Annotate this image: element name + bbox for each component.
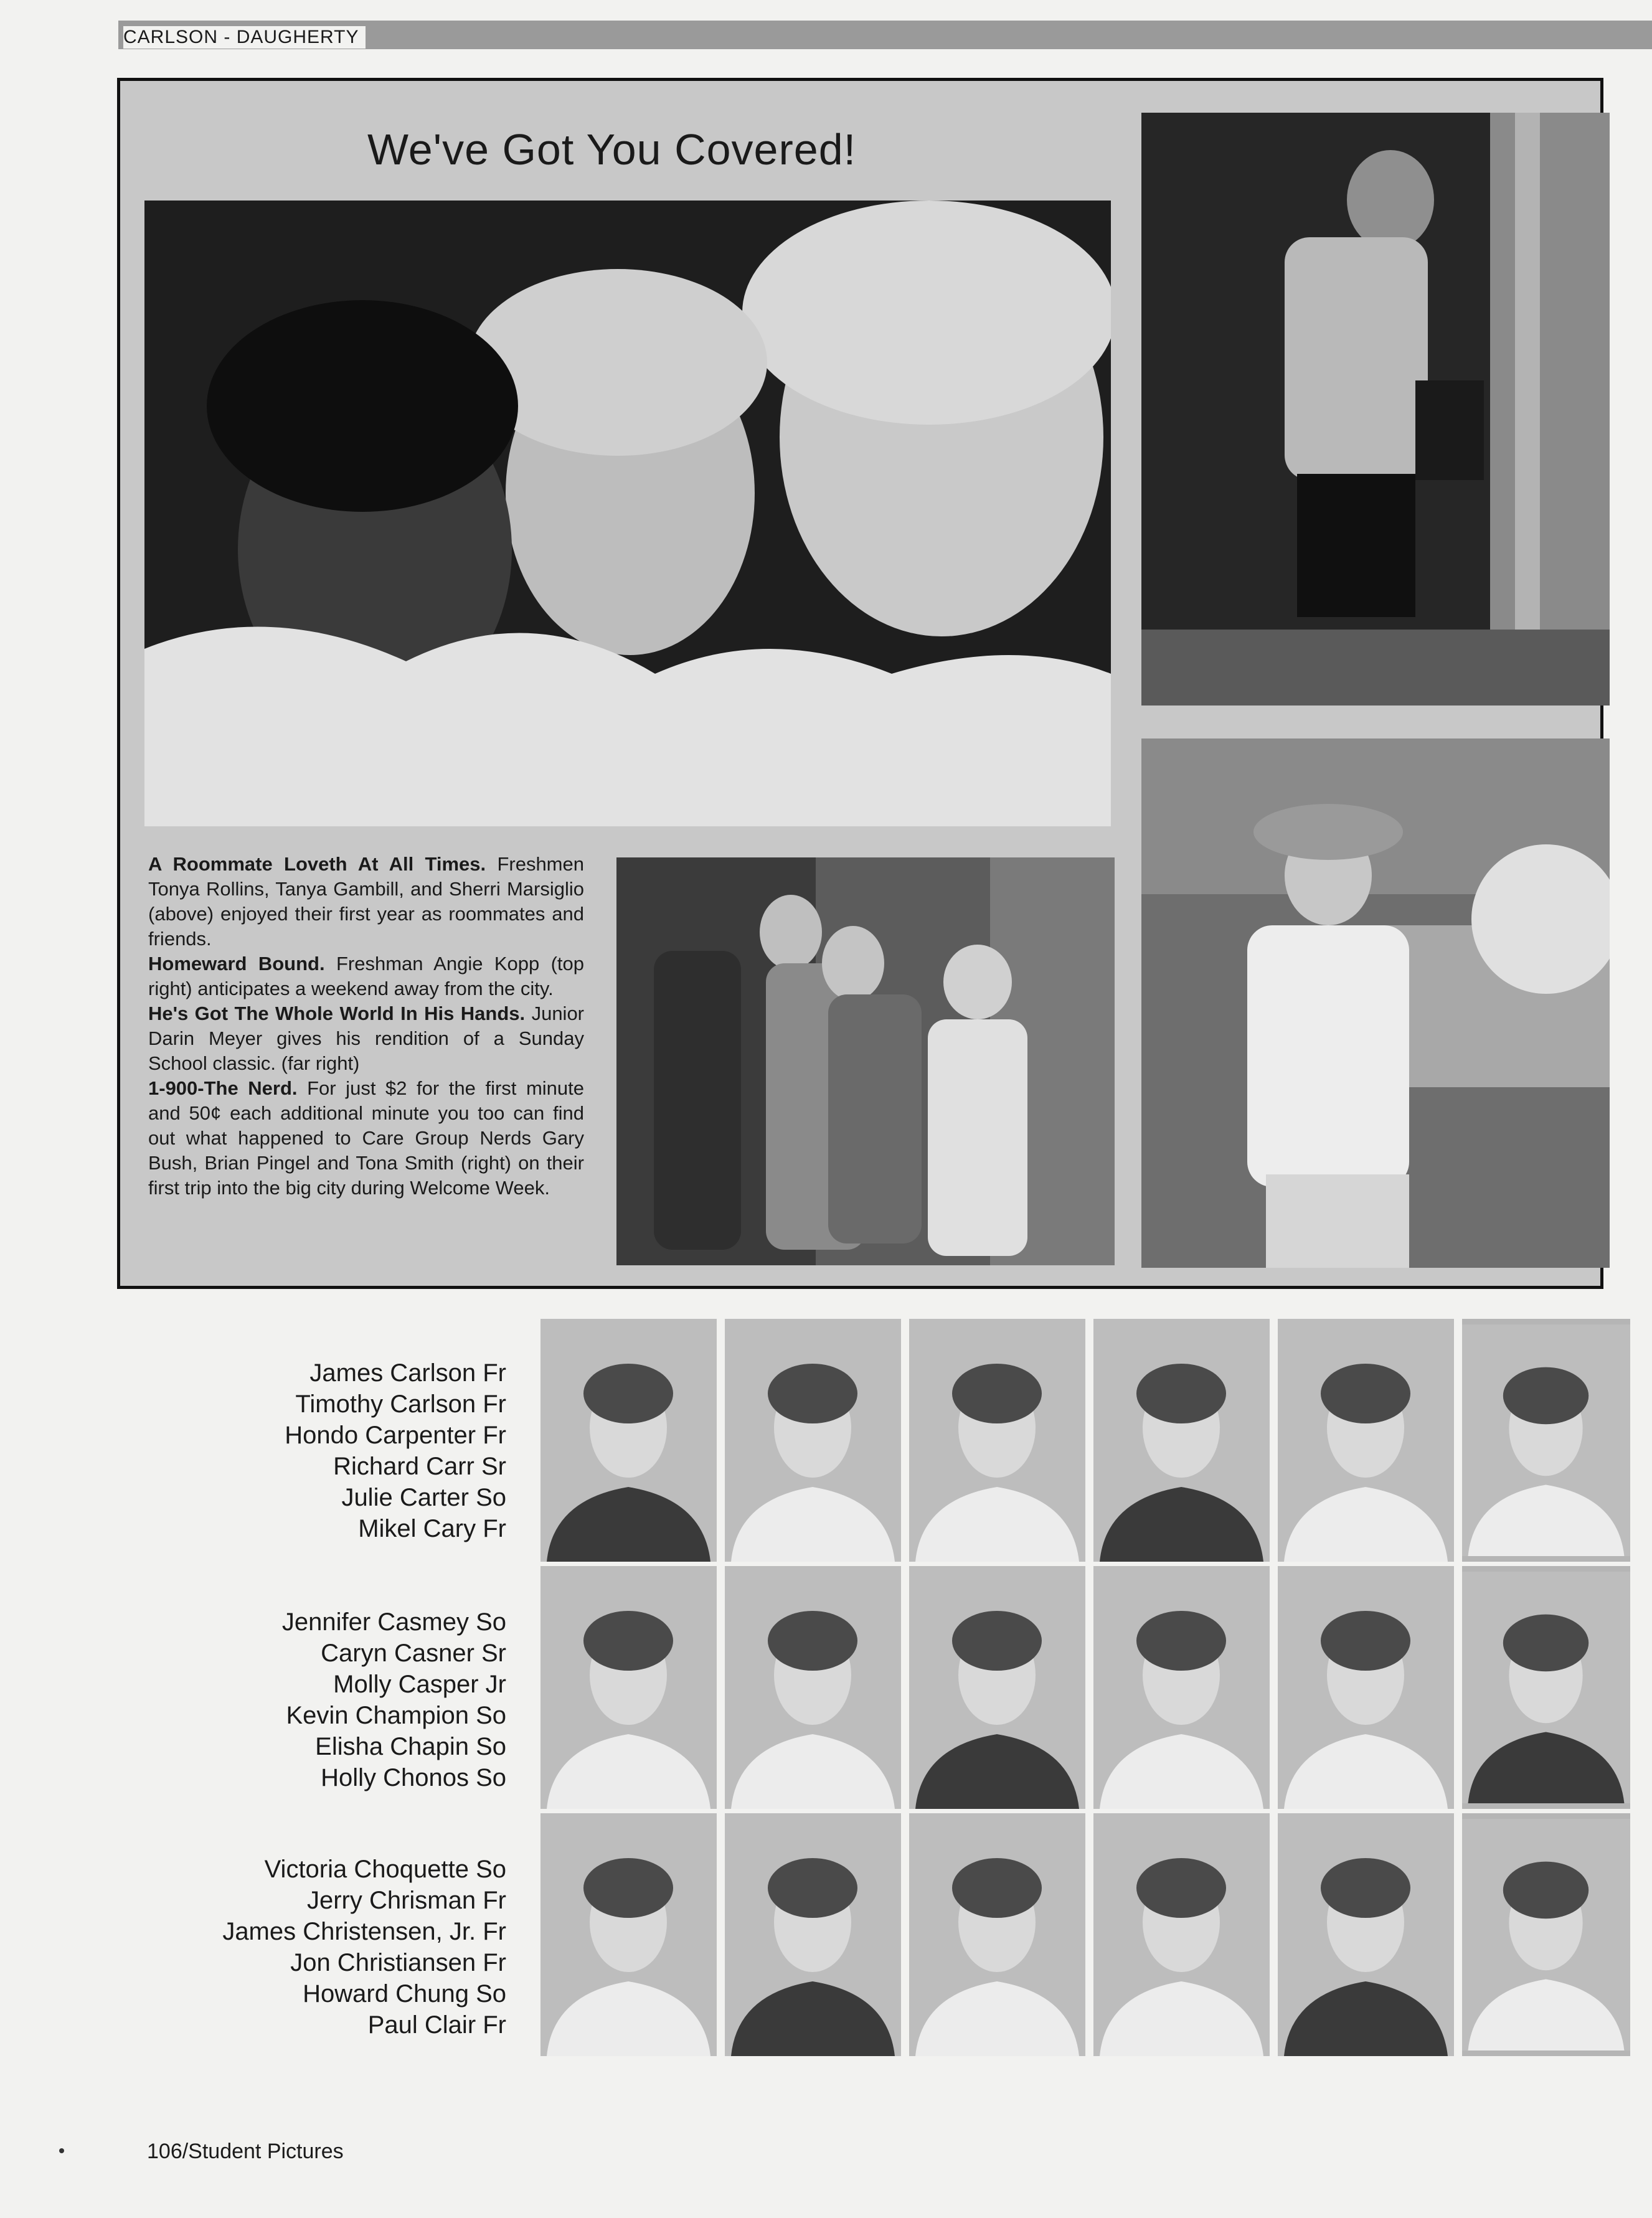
student-portrait bbox=[1278, 1319, 1454, 1562]
portrait-row-2 bbox=[540, 1566, 1652, 1809]
student-name: Holly Chonos So bbox=[321, 1764, 506, 1791]
student-portrait bbox=[1093, 1319, 1270, 1562]
student-name: Julie Carter So bbox=[341, 1484, 506, 1511]
nerds-photo bbox=[616, 857, 1115, 1265]
homeward-bound-photo bbox=[1141, 113, 1610, 706]
student-name: Kevin Champion So bbox=[286, 1702, 506, 1729]
student-name: Howard Chung So bbox=[303, 1980, 506, 2008]
student-portrait bbox=[1462, 1813, 1630, 2056]
student-name: Molly Casper Jr bbox=[333, 1671, 506, 1698]
feature-captions bbox=[148, 852, 584, 1201]
student-name: Timothy Carlson Fr bbox=[295, 1390, 506, 1418]
student-name: Mikel Cary Fr bbox=[358, 1515, 506, 1542]
caption-headline: Homeward Bound. bbox=[148, 953, 325, 975]
student-name: Richard Carr Sr bbox=[333, 1453, 506, 1480]
student-name: James Christensen, Jr. Fr bbox=[222, 1918, 506, 1945]
globe-photo bbox=[1141, 739, 1610, 1268]
student-portrait bbox=[725, 1813, 901, 2056]
portrait-row-3 bbox=[540, 1813, 1652, 2056]
caption-body: Freshmen Tonya Rollins, Tanya Gambill, and Sherri Marsiglio (above) enjoyed their first year as roommates and friends. bbox=[148, 853, 584, 950]
portrait-row-1 bbox=[540, 1319, 1652, 1562]
caption-roommates bbox=[148, 852, 584, 951]
roommates-photo bbox=[144, 201, 1111, 826]
student-portrait bbox=[540, 1566, 717, 1809]
student-name: James Carlson Fr bbox=[309, 1359, 506, 1387]
caption-nerd bbox=[148, 1076, 584, 1201]
section-range-header: CARLSON - DAUGHERTY bbox=[123, 26, 366, 49]
student-name: Jerry Chrisman Fr bbox=[306, 1887, 506, 1914]
caption-headline: 1-900-The Nerd. bbox=[148, 1077, 298, 1099]
name-list-row-2 bbox=[70, 1607, 506, 1793]
student-portrait bbox=[1093, 1566, 1270, 1809]
student-portrait bbox=[725, 1566, 901, 1809]
student-name: Caryn Casner Sr bbox=[321, 1640, 506, 1667]
page-footer: 106/Student Pictures bbox=[147, 2140, 344, 2163]
student-name: Jon Christiansen Fr bbox=[290, 1949, 506, 1976]
caption-headline: He's Got The Whole World In His Hands. bbox=[148, 1003, 526, 1024]
feature-title: We've Got You Covered! bbox=[367, 125, 857, 174]
page-dot bbox=[59, 2148, 64, 2153]
caption-homeward bbox=[148, 951, 584, 1001]
caption-body: For just $2 for the first minute and 50¢ each additional minute you too can find out what happened to Care Group Nerds Gary Bush, Brian Pingel and Tona Smith (right) on their first trip into the big city during Welcome Week. bbox=[148, 1077, 585, 1199]
student-portrait bbox=[1462, 1566, 1630, 1809]
student-name: Elisha Chapin So bbox=[315, 1733, 506, 1760]
caption-body: Freshman Angie Kopp (top right) anticipates a weekend away from the city. bbox=[148, 953, 584, 999]
caption-body: Junior Darin Meyer gives his rendition of a Sunday School classic. (far right) bbox=[148, 1003, 585, 1074]
student-portrait bbox=[1093, 1813, 1270, 2056]
student-portrait bbox=[909, 1813, 1085, 2056]
student-name: Hondo Carpenter Fr bbox=[285, 1422, 506, 1449]
student-name: Jennifer Casmey So bbox=[281, 1608, 506, 1636]
student-portrait bbox=[1278, 1566, 1454, 1809]
name-list-row-1 bbox=[70, 1357, 506, 1544]
student-name: Paul Clair Fr bbox=[367, 2011, 506, 2039]
caption-headline: A Roommate Loveth At All Times. bbox=[148, 853, 486, 875]
student-portrait bbox=[540, 1319, 717, 1562]
name-list-row-3 bbox=[70, 1854, 506, 2041]
student-portrait bbox=[1278, 1813, 1454, 2056]
student-portrait bbox=[909, 1319, 1085, 1562]
student-portrait bbox=[1462, 1319, 1630, 1562]
caption-whole-world bbox=[148, 1001, 584, 1076]
student-portrait bbox=[540, 1813, 717, 2056]
student-name: Victoria Choquette So bbox=[264, 1856, 506, 1883]
student-portrait bbox=[725, 1319, 901, 1562]
student-portrait bbox=[909, 1566, 1085, 1809]
